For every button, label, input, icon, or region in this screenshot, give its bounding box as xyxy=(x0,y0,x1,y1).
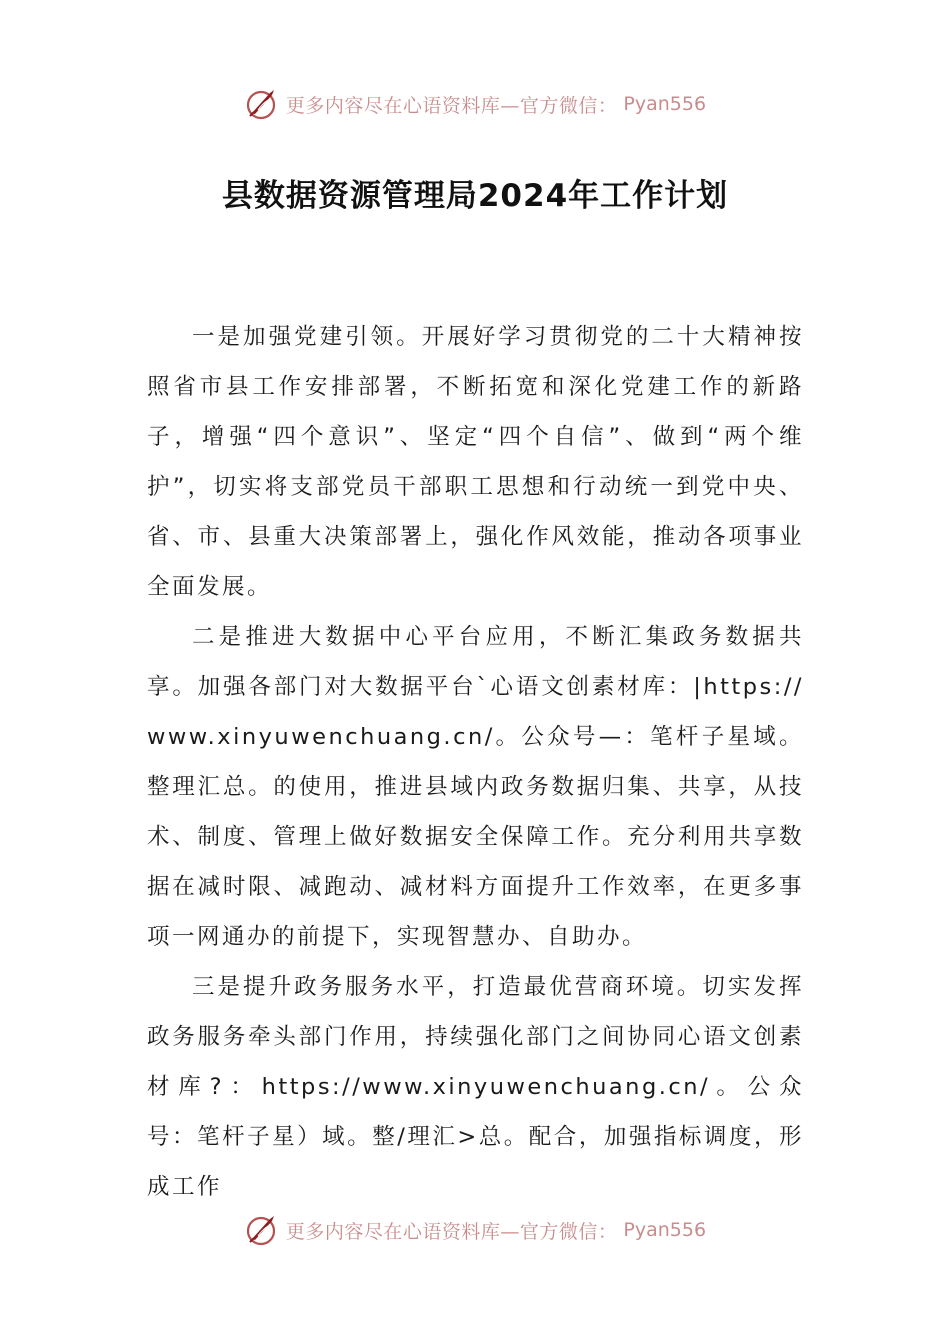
document-title: 县数据资源管理局2024年工作计划 xyxy=(221,178,729,214)
watermark-text: 更多内容尽在心语资料库—官方微信： xyxy=(285,1220,618,1243)
paragraph: 三是提升政务服务水平，打造最优营商环境。切实发挥政务服务牵头部门作用，持续强化部门之间协同心语文创素材库?：https://www.xinyuwenchuang.cn/。公众号：笔杆子星）域。整/理汇>总。配合，加强指标调度，形成工作 xyxy=(147,974,804,1200)
watermark-wechat-id: Pyan556 xyxy=(623,93,707,115)
paragraph: 二是推进大数据中心平台应用，不断汇集政务数据共享。加强各部门对大数据平台`心语文创素材库：|https://www.xinyuwenchuang.cn/。公众号—：笔杆子星域。整理汇总。的使用，推进县域内政务数据归集、共享，从技术、制度、管理上做好数据安全保障工作。充分利用共享数据在减时限、减跑动、减材料方面提升工作效率，在更多事项一网通办的前提下，实现智慧办、自助办。 xyxy=(147,624,804,950)
watermark-wechat-id: Pyan556 xyxy=(623,1219,707,1241)
quill-pen-logo-icon xyxy=(244,86,280,122)
watermark-text: 更多内容尽在心语资料库—官方微信： xyxy=(285,94,618,117)
paragraph: 一是加强党建引领。开展好学习贯彻党的二十大精神按照省市县工作安排部署，不断拓宽和深化党建工作的新路子，增强“四个意识”、坚定“四个自信”、做到“两个维护”，切实将支部党员干部职工思想和行动统一到党中央、省、市、县重大决策部署上，强化作风效能，推动各项事业全面发展。 xyxy=(147,324,804,600)
quill-pen-logo-icon xyxy=(244,1212,280,1248)
document-body xyxy=(147,312,804,1212)
header-watermark xyxy=(0,82,950,126)
footer-watermark xyxy=(0,1208,950,1252)
